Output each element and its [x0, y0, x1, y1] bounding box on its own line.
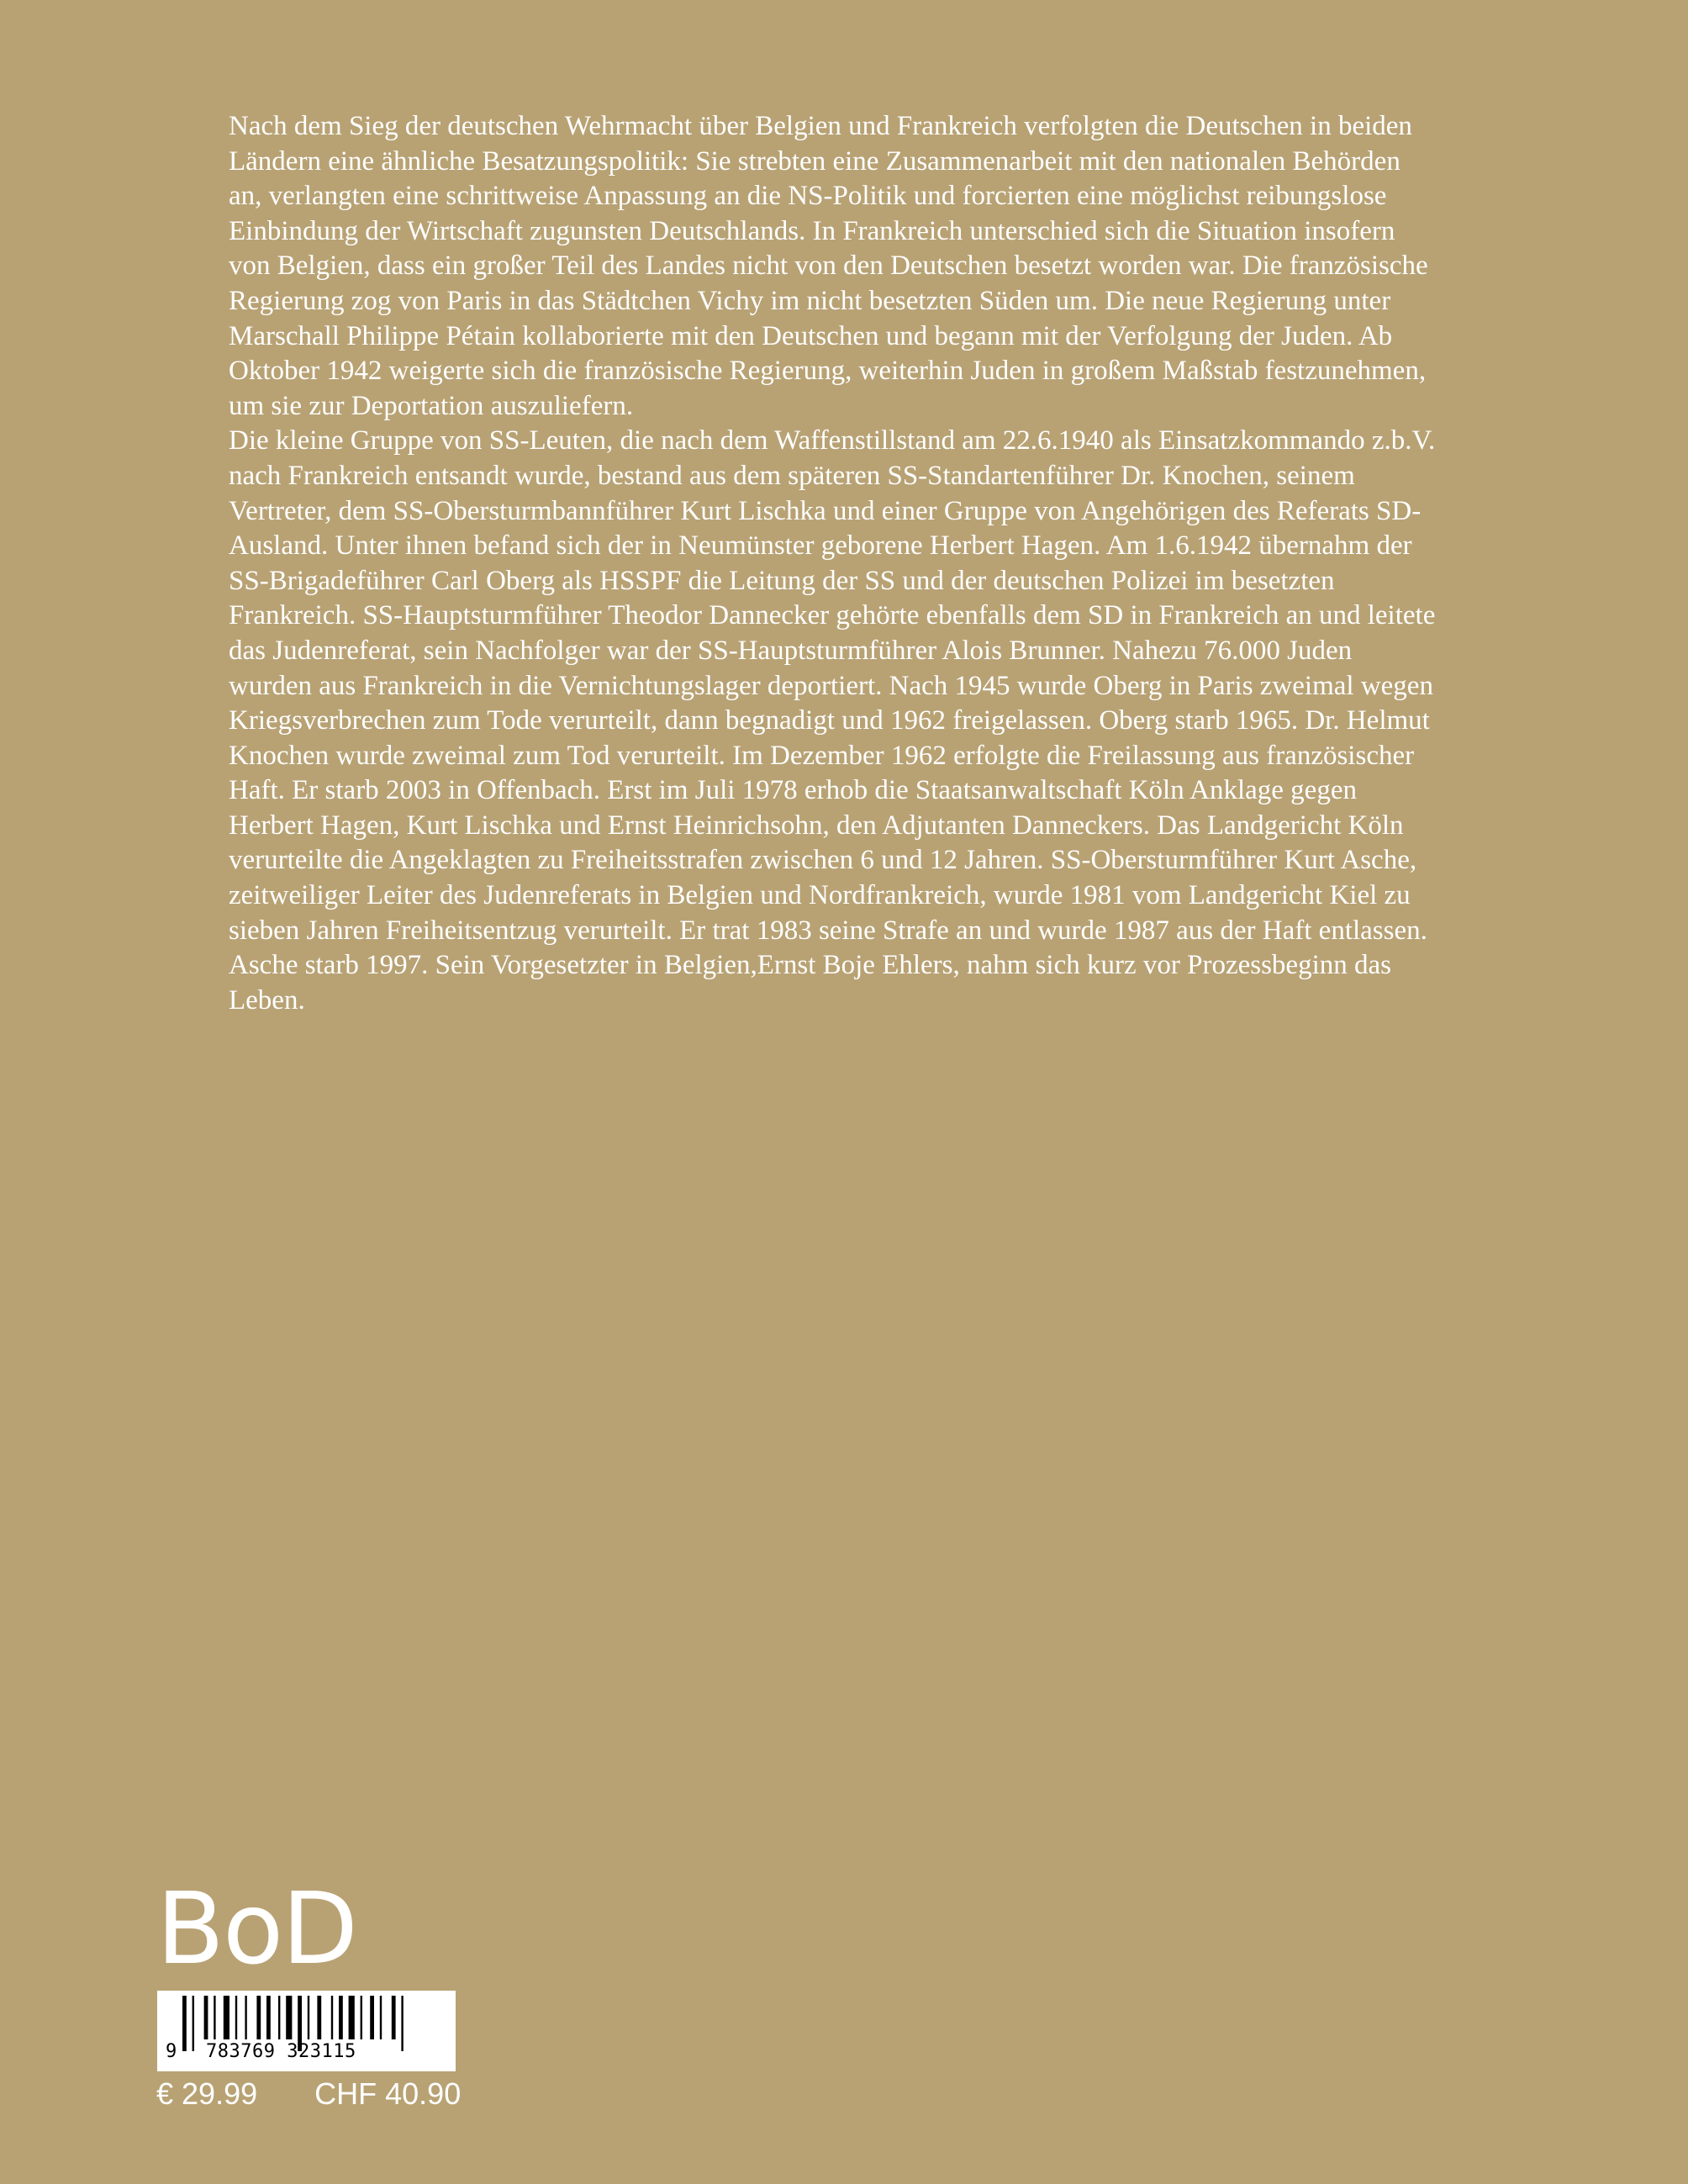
barcode-bar — [361, 1996, 362, 2039]
price-block — [156, 2076, 461, 2112]
price-chf: CHF 40.90 — [314, 2076, 462, 2111]
barcode-bar — [349, 1996, 355, 2039]
barcode-digits: 783769 323115 — [206, 2041, 356, 2062]
barcode-bar — [245, 1996, 246, 2039]
barcode-bar — [256, 1996, 261, 2039]
barcode-bar — [193, 1996, 194, 2051]
barcode-bar — [266, 1996, 271, 2039]
barcode-bar — [278, 1996, 280, 2039]
barcode-bar — [370, 1996, 374, 2039]
barcode-bar — [286, 1996, 292, 2039]
barcode-bar — [204, 1996, 208, 2039]
barcode-bar — [380, 1996, 382, 2039]
isbn-barcode — [157, 1991, 456, 2071]
barcode-bar — [182, 1996, 187, 2051]
barcode-bar — [401, 1996, 403, 2051]
blurb-paragraph-2: Die kleine Gruppe von SS-Leuten, die nach dem Waffenstillstand am 22.6.1940 als Einsatzkommando z.b.V. nach Frankreich entsandt wurde, bestand aus dem späteren SS-Standartenführer Dr. Knochen, seinem Vertreter, dem SS-Obersturmbannführer Kurt Lischka und einer Gruppe von Angehörigen des Referats SD-Ausland. Unter ihnen befand sich der in Neumünster geborene Herbert Hagen. Am 1.6.1942 übernahm der SS-Brigadeführer Carl Oberg als HSSPF die Leitung der SS und der deutschen Polizei im besetzten Frankreich. SS-Hauptsturmführer Theodor Dannecker gehörte ebenfalls dem SD in Frankreich an und leitete das Judenreferat, sein Nachfolger war der SS-Hauptsturmführer Alois Brunner. Nahezu 76.000 Juden wurden aus Frankreich in die Vernichtungslager deportiert. Nach 1945 wurde Oberg in Paris zweimal wegen Kriegsverbrechen zum Tode verurteilt, dann begnadigt und 1962 freigelassen. Oberg starb 1965. Dr. Helmut Knochen wurde zweimal zum Tod verurteilt. Im Dezember 1962 erfolgte die Freilassung aus französischer Haft. Er starb 2003 in Offenbach. Erst im Juli 1978 erhob die Staatsanwaltschaft Köln Anklage gegen Herbert Hagen, Kurt Lischka und Ernst Heinrichsohn, den Adjutanten Danneckers. Das Landgericht Köln verurteilte die Angeklagten zu Freiheitsstrafen zwischen 6 und 12 Jahren. SS-Obersturmführer Kurt Asche, zeitweiliger Leiter des Judenreferats in Belgien und Nordfrankreich, wurde 1981 vom Landgericht Kiel zu sieben Jahren Freiheitsentzug verurteilt. Er trat 1983 seine Strafe an und wurde 1987 aus der Haft entlassen. Asche starb 1997. Sein Vorgesetzter in Belgien,Ernst Boje Ehlers, nahm sich kurz vor Prozessbeginn das Leben. — [229, 425, 1436, 1016]
barcode-bar — [392, 1996, 396, 2039]
barcode-bar — [331, 1996, 333, 2039]
barcode-bar — [214, 1996, 215, 2039]
barcode-bar — [317, 1996, 321, 2039]
price-eur: € 29.99 — [156, 2076, 258, 2111]
barcode-bar — [235, 1996, 237, 2039]
barcode-bar — [224, 1996, 229, 2039]
publisher-logo: BoD — [156, 1870, 357, 1986]
blurb-paragraph-1: Nach dem Sieg der deutschen Wehrmacht über Belgien und Frankreich verfolgten die Deutschen in beiden Ländern eine ähnliche Besatzungspolitik: Sie strebten eine Zusammenarbeit mit den nationalen Behörden an, verlangten eine schrittweise Anpassung an die NS-Politik und forcierten eine möglichst reibungslose Einbindung der Wirtschaft zugunsten Deutschlands. In Frankreich unterschied sich die Situation insofern von Belgien, dass ein großer Teil des Landes nicht von den Deutschen besetzt worden war. Die französische Regierung zog von Paris in das Städtchen Vichy im nicht besetzten Süden um. Die neue Regierung unter Marschall Philippe Pétain kollaborierte mit den Deutschen und begann mit der Verfolgung der Juden. Ab Oktober 1942 weigerte sich die französische Regierung, weiterhin Juden in großem Maßstab festzunehmen, um sie zur Deportation auszuliefern. — [229, 111, 1428, 421]
barcode-bar — [339, 1996, 343, 2039]
barcode-lead-digit: 9 — [166, 2041, 177, 2062]
barcode-bar — [308, 1996, 309, 2039]
back-cover-blurb — [229, 109, 1439, 1018]
